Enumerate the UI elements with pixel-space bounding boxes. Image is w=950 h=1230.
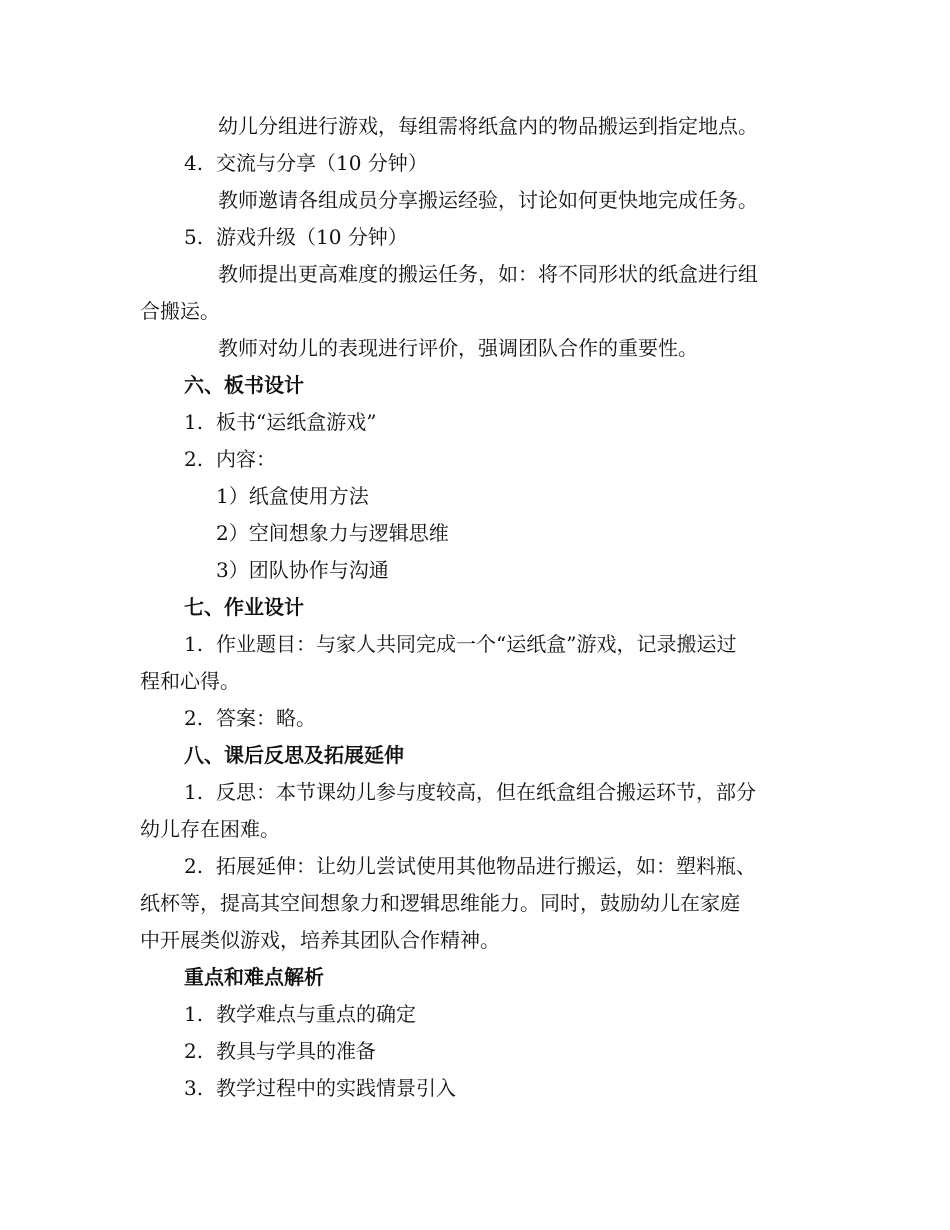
paragraph-step-5-line-1: 教师提出更高难度的搬运任务，如：将不同形状的纸盒进行组 xyxy=(218,262,758,286)
section-heading-homework: 七、作业设计 xyxy=(184,595,304,619)
paragraph-evaluation: 教师对幼儿的表现进行评价，强调团队合作的重要性。 xyxy=(218,336,698,360)
list-item-homework-2 xyxy=(184,704,316,732)
list-item-text: 板书“运纸盒游戏” xyxy=(216,410,377,434)
list-number: 5. xyxy=(184,225,204,249)
list-item-reflection-2-cont-2: 中开展类似游戏，培养其团队合作精神。 xyxy=(140,928,500,952)
paragraph-step-5-line-2: 合搬运。 xyxy=(140,299,220,323)
list-number: 2. xyxy=(184,447,204,471)
paragraph-step-4-description: 教师邀请各组成员分享搬运经验，讨论如何更快地完成任务。 xyxy=(218,188,758,212)
list-item-reflection-2-cont-1: 纸杯等，提高其空间想象力和逻辑思维能力。同时，鼓励幼儿在家庭 xyxy=(140,891,740,915)
list-number: 2. xyxy=(184,1039,204,1063)
list-item-board-2 xyxy=(184,445,276,473)
list-number: 2. xyxy=(184,854,204,878)
sub-item-3: 3）团队协作与沟通 xyxy=(216,558,389,582)
list-item-reflection-1 xyxy=(184,778,756,806)
list-number: 1. xyxy=(184,632,204,656)
list-number: 3. xyxy=(184,1076,204,1100)
list-item-step-4 xyxy=(184,149,428,177)
list-number: 1. xyxy=(184,410,204,434)
list-number: 1. xyxy=(184,780,204,804)
list-item-reflection-1-cont: 幼儿存在困难。 xyxy=(140,817,280,841)
section-heading-reflection: 八、课后反思及拓展延伸 xyxy=(184,743,404,767)
list-item-reflection-2 xyxy=(184,852,756,880)
list-item-text: 游戏升级（10 分钟） xyxy=(216,225,408,249)
list-item-text: 内容： xyxy=(216,447,276,471)
list-item-board-1 xyxy=(184,408,376,436)
list-item-text: 作业题目：与家人共同完成一个“运纸盒”游戏，记录搬运过 xyxy=(216,632,737,656)
section-heading-key-points: 重点和难点解析 xyxy=(184,965,324,989)
list-item-homework-1-cont: 程和心得。 xyxy=(140,669,240,693)
list-item-text: 教具与学具的准备 xyxy=(216,1039,376,1063)
list-item-text: 反思：本节课幼儿参与度较高，但在纸盒组合搬运环节，部分 xyxy=(216,780,756,804)
list-number: 2. xyxy=(184,706,204,730)
section-heading-board-design: 六、板书设计 xyxy=(184,373,304,397)
list-number: 4. xyxy=(184,151,204,175)
list-item-step-5 xyxy=(184,223,408,251)
sub-item-2: 2）空间想象力与逻辑思维 xyxy=(216,521,449,545)
list-item-text: 答案：略。 xyxy=(216,706,316,730)
list-item-text: 交流与分享（10 分钟） xyxy=(216,151,428,175)
list-item-key-1 xyxy=(184,1000,416,1028)
list-item-text: 拓展延伸：让幼儿尝试使用其他物品进行搬运，如：塑料瓶、 xyxy=(216,854,756,878)
list-item-homework-1 xyxy=(184,630,736,658)
list-item-key-2 xyxy=(184,1037,376,1065)
list-item-key-3 xyxy=(184,1074,456,1102)
sub-item-1: 1）纸盒使用方法 xyxy=(216,484,369,508)
list-item-text: 教学难点与重点的确定 xyxy=(216,1002,416,1026)
paragraph-game-description: 幼儿分组进行游戏，每组需将纸盒内的物品搬运到指定地点。 xyxy=(218,114,758,138)
list-item-text: 教学过程中的实践情景引入 xyxy=(216,1076,456,1100)
list-number: 1. xyxy=(184,1002,204,1026)
